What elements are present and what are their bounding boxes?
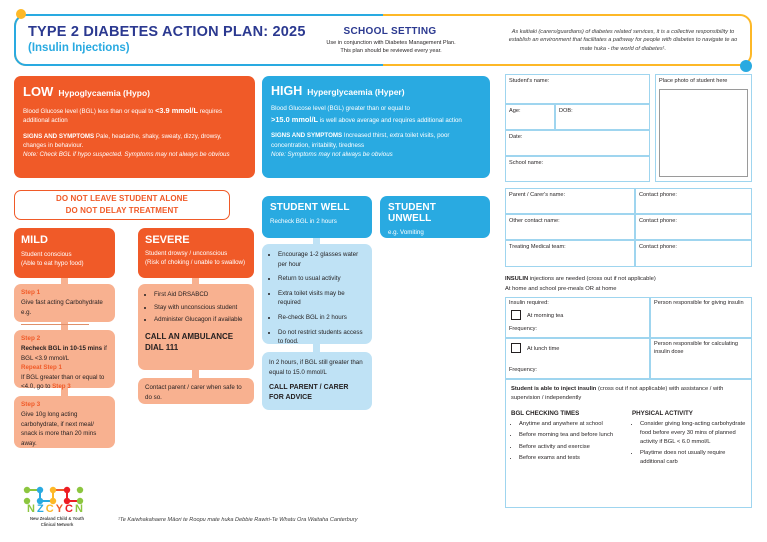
frequency-1-label: Frequency: xyxy=(509,326,537,332)
contact-phone-3-label: Contact phone: xyxy=(639,244,677,250)
nzcycn-wordmark: NZCYCN xyxy=(27,503,85,515)
nzcycn-tagline xyxy=(14,516,100,528)
severe-bullet: • Stay with unconscious student xyxy=(154,303,247,313)
student-unwell-heading: STUDENT UNWELL xyxy=(388,202,436,224)
severe-call-line2: DIAL 111 xyxy=(145,343,179,353)
contact-phone-2-label: Contact phone: xyxy=(639,218,677,224)
severe-desc xyxy=(145,249,247,268)
contact-phone-1-label: Contact phone: xyxy=(639,192,677,198)
student-well-panel xyxy=(262,196,372,238)
well-call-line2: FOR ADVICE xyxy=(269,394,312,402)
step-3-box xyxy=(14,396,115,448)
bgl-checking-times-heading: BGL CHECKING TIMES xyxy=(511,410,580,417)
low-panel xyxy=(14,76,255,178)
blue-dot-icon xyxy=(740,60,752,72)
school-note-line2: This plan should be reviewed every year. xyxy=(340,48,442,55)
low-bgl-post: requires additional action xyxy=(23,108,223,125)
high-bgl-pre: Blood Glucose level (BGL) greater than or equal to xyxy=(271,105,410,112)
severe-bullet: • Administer Glucagon if available xyxy=(154,315,247,325)
student-unwell-line2: Contact parent/carer to collect student ASAP xyxy=(388,238,471,255)
student-well-bullet-list xyxy=(269,250,365,347)
school-setting-heading: SCHOOL SETTING xyxy=(343,26,437,37)
student-unwell-desc xyxy=(388,228,482,256)
date-field[interactable] xyxy=(505,130,650,156)
severe-actions-box xyxy=(138,284,254,370)
nzcycn-tagline-line1: New Zealand Child & Youth xyxy=(29,516,85,521)
high-panel xyxy=(262,76,490,178)
morning-tea-checkbox[interactable] xyxy=(511,310,521,320)
high-bgl-value: >15.0 mmol/L xyxy=(271,114,319,124)
mild-line1: Student conscious xyxy=(21,251,72,258)
high-symptoms-label: SIGNS AND SYMPTOMS xyxy=(271,132,343,140)
insulin-heading-bold: INSULIN xyxy=(505,276,529,282)
activity-bullet: • Consider giving long-acting carbohydrate food before every 30 mins of planned activity if BGL < 6.0 mmol/L xyxy=(640,420,750,447)
lunch-time-label: At lunch time xyxy=(527,346,560,352)
severe-contact-box xyxy=(138,378,254,404)
student-unwell-line1: e.g. Vomiting xyxy=(388,229,424,236)
high-symptoms-text: Increased thirst, extra toilet visits, poor concentration, irritability, tiredness xyxy=(271,132,450,149)
severe-line1: Student drowsy / unconscious xyxy=(145,250,228,257)
low-note-text: Note: Check BGL if hypo suspected. Symptoms may not always be obvious xyxy=(23,151,230,159)
dob-label: DOB: xyxy=(559,108,573,114)
page-title: TYPE 2 DIABETES ACTION PLAN: 2025 xyxy=(28,24,306,40)
low-heading-text: LOW xyxy=(23,84,54,99)
school-name-label: School name: xyxy=(509,160,544,166)
step-3-label: Step 3 xyxy=(21,401,41,408)
mild-panel xyxy=(14,228,115,278)
person-giving-insulin-label: Person responsible for giving insulin xyxy=(654,300,744,306)
warning-line1: DO NOT LEAVE STUDENT ALONE xyxy=(56,193,188,203)
step-2-text2: If BGL greater than or equal to <4.0, go to xyxy=(21,373,105,391)
students-name-label: Student's name: xyxy=(509,78,550,84)
severe-bullet: • First Aid DRSABCD xyxy=(154,290,247,300)
step-2-box xyxy=(14,330,115,391)
severe-call-line1: CALL AN AMBULANCE xyxy=(145,331,234,341)
high-bgl-post: is well above average and requires additional action xyxy=(318,116,462,124)
step-2-link-step3: Step 3 xyxy=(52,383,71,391)
date-label: Date: xyxy=(509,134,523,140)
school-note-line1: Use in conjunction with Diabetes Management Plan. xyxy=(326,40,456,46)
connector xyxy=(192,370,199,378)
student-well-actions-box xyxy=(262,244,372,344)
inject-insulin-rest: (cross out if not applicable) with assistance / with supervision / independently xyxy=(511,386,724,401)
well-followup-text: In 2 hours, if BGL still greater than equal to 15.0 mmol/L xyxy=(269,359,363,376)
severe-contact-text: Contact parent / carer when safe to do so. xyxy=(145,384,242,401)
connector xyxy=(61,322,68,330)
photo-placeholder-label: Place photo of student here xyxy=(659,78,728,84)
step-2-bold: Recheck BGL in 10-15 mins xyxy=(21,345,103,352)
student-unwell-panel xyxy=(380,196,490,255)
low-heading-sub: Hypoglycaemia (Hypo) xyxy=(58,88,150,98)
well-call-line1: CALL PARENT / CARER xyxy=(269,384,349,392)
student-well-followup-box xyxy=(262,352,372,410)
well-bullet: • Extra toilet visits may be required xyxy=(278,289,365,308)
low-bgl-pre: Blood Glucose level (BGL) less than or equal to xyxy=(23,108,156,115)
high-bgl-line xyxy=(271,104,481,125)
activity-bullet: • Playtime does not usually require additional carb xyxy=(640,449,750,467)
low-bgl-line xyxy=(23,105,246,126)
low-symptoms-label: SIGNS AND SYMPTOMS xyxy=(23,132,95,140)
low-bgl-value: <3.9 mmol/L xyxy=(155,106,199,115)
step-2-repeat: Repeat Step 1 xyxy=(21,364,62,372)
step-1-write-line xyxy=(21,324,89,325)
high-heading-sub: Hyperglycaemia (Hyper) xyxy=(307,87,405,97)
severe-bullet-list xyxy=(145,290,247,325)
physical-activity-list xyxy=(632,420,750,470)
bgl-checking-times-list xyxy=(511,420,626,466)
step-1-text: Give fast acting Carbohydrate e.g. xyxy=(21,299,103,316)
lunch-time-checkbox[interactable] xyxy=(511,343,521,353)
inject-insulin-bold: Student is able to inject insulin xyxy=(511,386,597,392)
severe-panel xyxy=(138,228,254,278)
step-3-text: Give 10g long acting carbohydrate, if next meal/ snack is more than 20 mins away. xyxy=(21,411,97,447)
mild-desc xyxy=(21,250,108,269)
insulin-subheading: At home and school pre-meals OR at home xyxy=(505,286,617,292)
step-2-text1: if BGL <3.9 mmol/L xyxy=(21,345,107,362)
warning-line2: DO NOT DELAY TREATMENT xyxy=(65,206,179,215)
morning-tea-label: At morning tea xyxy=(527,313,564,319)
mild-heading: MILD xyxy=(21,234,48,246)
bgl-bullet: • Before exams and tests xyxy=(519,454,626,463)
person-calculating-dose-label: Person responsible for calculating insulin dose xyxy=(654,341,738,355)
warning-banner xyxy=(14,190,230,220)
severe-heading: SEVERE xyxy=(145,234,190,246)
bgl-bullet: • Before morning tea and before lunch xyxy=(519,431,626,440)
mild-line2: (Able to eat hypo food) xyxy=(21,260,84,268)
high-heading xyxy=(271,84,481,98)
footnote: ¹Te Kaiwhakahaere Māori te Roopu mate huka Debbie Rawiri-Te Whatu Ora Waitaha Canterbury xyxy=(118,517,358,523)
low-note xyxy=(23,150,246,159)
high-symptoms xyxy=(271,131,481,150)
treating-medical-team-label: Treating Medical team: xyxy=(509,244,566,250)
high-note: Note: Symptoms may not always be obvious xyxy=(271,151,393,159)
well-bullet: • Return to usual activity xyxy=(278,274,365,284)
step-2-text xyxy=(21,344,108,392)
age-label: Age: xyxy=(509,108,521,114)
physical-activity-heading: PHYSICAL ACTIVITY xyxy=(632,410,693,417)
other-contact-name-label: Other contact name: xyxy=(509,218,560,224)
school-setting-note xyxy=(285,39,497,55)
kaitiaki-statement: As kaitiaki (carers/guardians) of diabetes related services, it is a collective responsibility to establish an environment that facilitates a pathway for people with diabetes to navigate te ao mate huka - the world of diabetes¹. xyxy=(508,29,738,52)
high-heading-text: HIGH xyxy=(271,84,303,98)
yellow-dot-icon xyxy=(16,9,26,19)
insulin-heading-rest: injections are needed (cross out if not applicable) xyxy=(528,276,656,282)
parent-carer-name-label: Parent / Carer's name: xyxy=(509,192,566,198)
step-2-label: Step 2 xyxy=(21,335,41,342)
photo-drop-area[interactable] xyxy=(659,89,748,177)
well-bullet: • Do not restrict students access to food. xyxy=(278,328,365,347)
well-bullet: • Re-check BGL in 2 hours xyxy=(278,313,365,323)
nzcycn-tagline-line2: Clinical Network xyxy=(40,521,74,527)
low-symptoms xyxy=(23,132,246,151)
bgl-bullet: • Before activity and exercise xyxy=(519,443,626,452)
bgl-bullet: • Anytime and anywhere at school xyxy=(519,420,626,429)
step-1-label: Step 1 xyxy=(21,289,41,296)
well-call-parent xyxy=(269,383,365,403)
well-bullet: • Encourage 1-2 glasses water per hour xyxy=(278,250,365,269)
severe-call-ambulance xyxy=(145,331,247,354)
insulin-heading xyxy=(505,275,755,284)
low-heading xyxy=(23,84,246,99)
insulin-required-label: Insulin required: xyxy=(509,300,549,306)
low-symptoms-text: Pale, headache, shaky, sweaty, dizzy, drowsy, changes in behaviour. xyxy=(23,132,222,149)
frequency-2-label: Frequency: xyxy=(509,367,537,373)
step-1-box xyxy=(14,284,115,322)
page-subtitle: (Insulin Injections) xyxy=(28,42,130,54)
student-well-subtext: Recheck BGL in 2 hours xyxy=(270,218,337,225)
inject-insulin-statement xyxy=(511,385,746,402)
student-well-heading: STUDENT WELL xyxy=(270,202,350,213)
severe-line2: (Risk of choking / unable to swallow) xyxy=(145,259,246,267)
